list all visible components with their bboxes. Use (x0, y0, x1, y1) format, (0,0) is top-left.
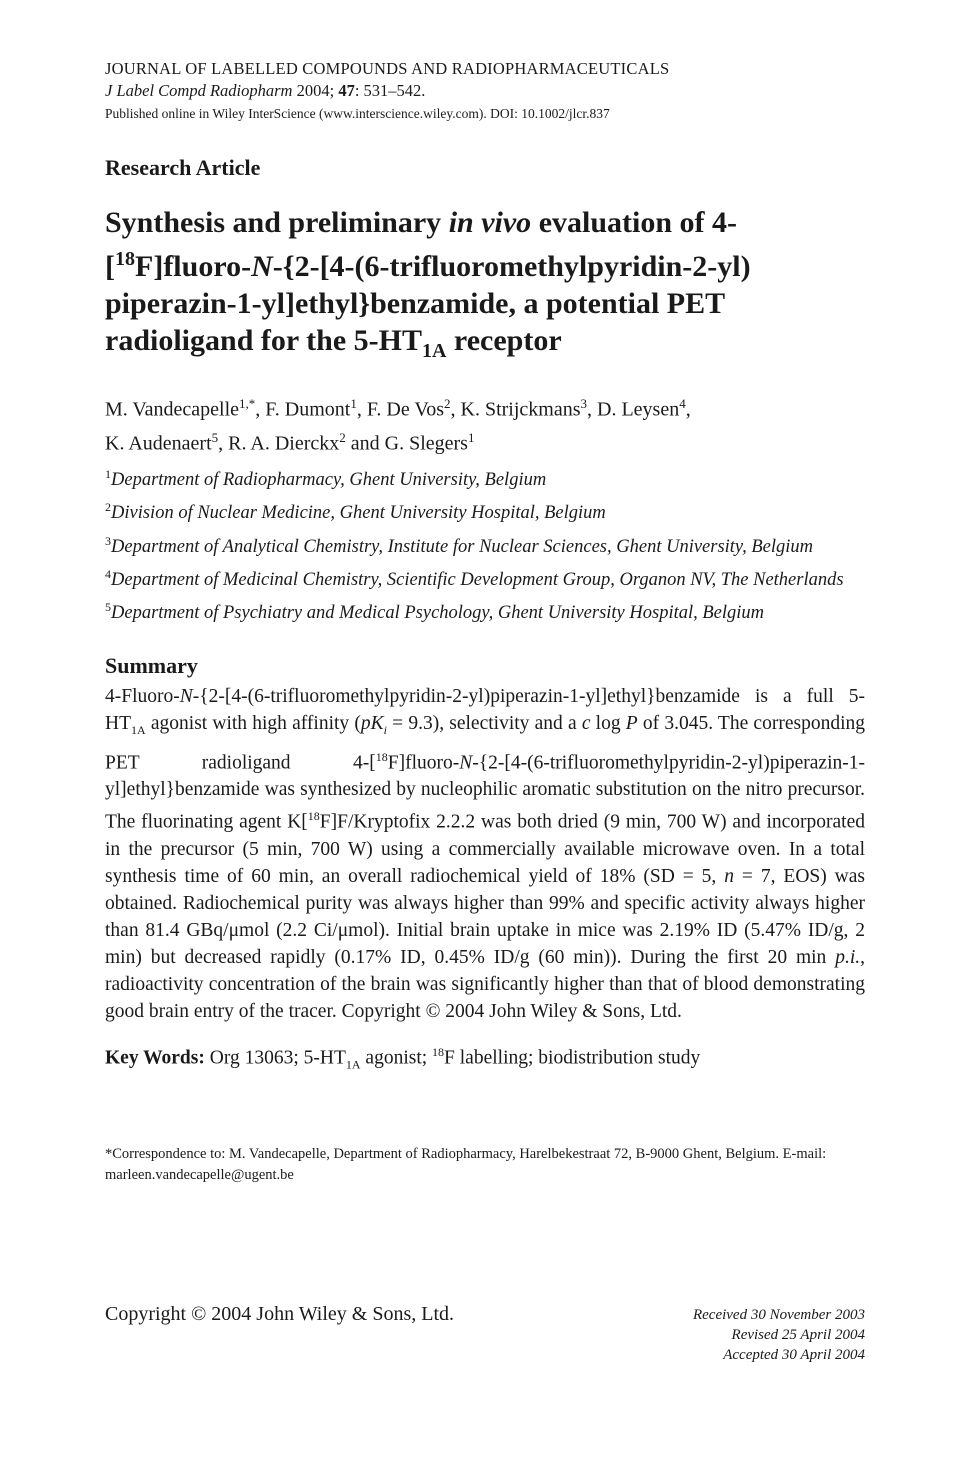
summary-italic: N (179, 686, 193, 708)
author-affiliation-mark: 4 (679, 396, 686, 411)
summary-sub: 1A (131, 722, 146, 737)
affiliation-text: Department of Radiopharmacy, Ghent University, Belgium (111, 470, 547, 491)
affiliation-text: Division of Nuclear Medicine, Ghent University Hospital, Belgium (111, 503, 606, 524)
keywords-sup: 18 (432, 1044, 445, 1059)
accepted-date: Accepted 30 April 2004 (723, 1347, 865, 1363)
summary-heading: Summary (105, 653, 198, 679)
summary-italic: n (724, 865, 734, 887)
author-affiliation-mark: 2 (444, 396, 451, 411)
author-affiliation-mark: 1,* (239, 396, 256, 411)
summary-italic: P (625, 713, 638, 735)
summary-sup: 18 (375, 749, 388, 764)
author-separator: , (356, 398, 367, 421)
title-italic: in vivo (448, 206, 532, 239)
paper-page (105, 58, 865, 1186)
summary-run: F]fluoro- (387, 752, 460, 774)
keywords (105, 1039, 865, 1078)
title-italic: N (251, 250, 273, 283)
author-affiliation-mark: 2 (339, 429, 346, 445)
affiliation-item (105, 528, 865, 561)
affiliation-number: 1 (105, 467, 111, 482)
summary-italic: p.i. (835, 946, 861, 968)
author-affiliation-mark: 3 (580, 396, 587, 411)
title-text: piperazin-1-yl]ethyl}benzamide, a potential PET (105, 287, 726, 320)
affiliation-number: 5 (105, 599, 111, 614)
title-sub: 1A (421, 340, 447, 362)
affiliation-item (105, 594, 865, 627)
keywords-text: agonist; (360, 1047, 433, 1069)
affiliation-text: Department of Psychiatry and Medical Psychology, Ghent University Hospital, Belgium (111, 603, 765, 624)
summary-italic: N (459, 752, 473, 774)
submission-dates (693, 1305, 865, 1365)
author-name: F. De Vos (366, 398, 444, 421)
title-text: -{2-[4-(6-trifluoromethylpyridin-2-yl) (272, 250, 751, 283)
summary-run: F]F/Kryptofix 2.2.2 was both dried (9 min, 700 W) and incorporated in the precursor (5 min, 700 W) using a commercially available microwave oven. In a total synthesis time of 60 min, an overall radiochemical yield of 18% (SD = 5, (105, 811, 865, 887)
title-text: F]fluoro- (135, 250, 252, 283)
citation-pages: : 531–542. (354, 81, 426, 100)
citation-volume: 47 (338, 81, 355, 100)
author-separator: , (587, 398, 597, 421)
author-separator: and (345, 432, 385, 455)
summary-run: agonist with high affinity ( (145, 713, 361, 735)
author-name: F. Dumont (265, 398, 351, 421)
summary-italic: pK (360, 713, 384, 735)
citation (105, 80, 865, 102)
title-text: evaluation of 4- (531, 206, 738, 239)
summary-run: , radioactivity concentration of the brain was significantly higher than that of blood demonstrating good brain entry of the tracer. Copyright © 2004 John Wiley & Sons, Ltd. (105, 946, 865, 1022)
published-online: Published online in Wiley InterScience (www.interscience.wiley.com). DOI: 10.1002/jlcr.837 (105, 106, 610, 121)
author-affiliation-mark: 1 (467, 429, 475, 445)
title-text: [ (105, 250, 115, 283)
affiliation-item (105, 561, 865, 594)
summary-sup: 18 (307, 809, 320, 824)
author-separator: , (218, 432, 229, 455)
author-separator: , (255, 398, 266, 421)
affiliation-item (105, 461, 865, 494)
revised-date: Revised 25 April 2004 (731, 1327, 865, 1343)
affiliation-number: 3 (105, 533, 111, 548)
summary-run: = 7, EOS) was obtained. Radiochemical purity was always higher than 99% and specific activity always higher than 81.4 GBq/μmol (2.2 Ci/μmol). Initial brain uptake in mice was 2.19% ID (5.47% ID/g, 2 min) but decreased rapidly (0.17% ID, 0.45% ID/g (60 min)). During the first 20 min (105, 865, 866, 968)
author-list (105, 390, 865, 457)
summary-italic: c (581, 713, 591, 735)
author-separator: , (450, 398, 461, 421)
summary-run: log (590, 713, 626, 735)
summary-text (105, 683, 865, 1025)
author-name: K. Audenaert (105, 432, 212, 455)
author-name: K. Strijckmans (460, 398, 581, 421)
affiliation-item (105, 494, 865, 527)
affiliation-list (105, 461, 865, 627)
correspondence-note: *Correspondence to: M. Vandecapelle, Department of Radiopharmacy, Harelbekestraat 72, B-9000 Ghent, Belgium. E-mail: marleen.vandecapelle@ugent.be (105, 1146, 827, 1184)
title-text: radioligand for the 5-HT (105, 324, 422, 357)
affiliation-number: 2 (105, 500, 111, 515)
author-separator: , (685, 398, 691, 421)
author-name: G. Slegers (384, 432, 468, 455)
article-title (105, 204, 825, 370)
citation-year: 2004; (296, 81, 335, 100)
keywords-text: F labelling; biodistribution study (444, 1047, 701, 1069)
journal-name: JOURNAL OF LABELLED COMPOUNDS AND RADIOPHARMACEUTICALS (105, 59, 670, 78)
author-name: D. Leysen (597, 398, 680, 421)
affiliation-number: 4 (105, 566, 111, 581)
title-text: Synthesis and preliminary (105, 206, 449, 239)
affiliation-text: Department of Medicinal Chemistry, Scientific Development Group, Organon NV, The Netherlands (111, 569, 844, 590)
summary-run: of 3.045. The corresponding PET radioligand 4-[ (105, 713, 865, 774)
summary-run: -{2-[4-(6-trifluoromethylpyridin-2-yl)piperazin-1-yl]ethyl}benzamide is a full 5-HT (105, 686, 865, 735)
summary-run: 4-Fluoro- (105, 686, 180, 708)
author-affiliation-mark: 5 (211, 429, 219, 445)
keywords-label: Key Words: (105, 1047, 205, 1069)
received-date: Received 30 November 2003 (692, 1307, 865, 1323)
affiliation-text: Department of Analytical Chemistry, Institute for Nuclear Sciences, Ghent University, Belgium (111, 536, 814, 557)
summary-italic: i (383, 722, 387, 737)
summary-run: -{2-[4-(6-trifluoromethylpyridin-2-yl)piperazin-1-yl]ethyl}benzamide was synthesized by nucleophilic aromatic substitution on the nitro precursor. The fluorinating agent K[ (105, 752, 865, 833)
author-name: M. Vandecapelle (105, 398, 240, 421)
keywords-text: Org 13063; 5-HT (204, 1047, 346, 1069)
article-type: Research Article (105, 155, 261, 180)
keywords-sub: 1A (345, 1057, 361, 1072)
title-sup: 18 (115, 248, 135, 270)
author-affiliation-mark: 1 (350, 396, 357, 411)
summary-run: = 9.3), selectivity and a (386, 713, 582, 735)
title-text: receptor (446, 324, 562, 357)
citation-journal: J Label Compd Radiopharm (105, 81, 293, 100)
author-name: R. A. Dierckx (228, 432, 340, 455)
copyright-notice: Copyright © 2004 John Wiley & Sons, Ltd. (105, 1303, 455, 1325)
